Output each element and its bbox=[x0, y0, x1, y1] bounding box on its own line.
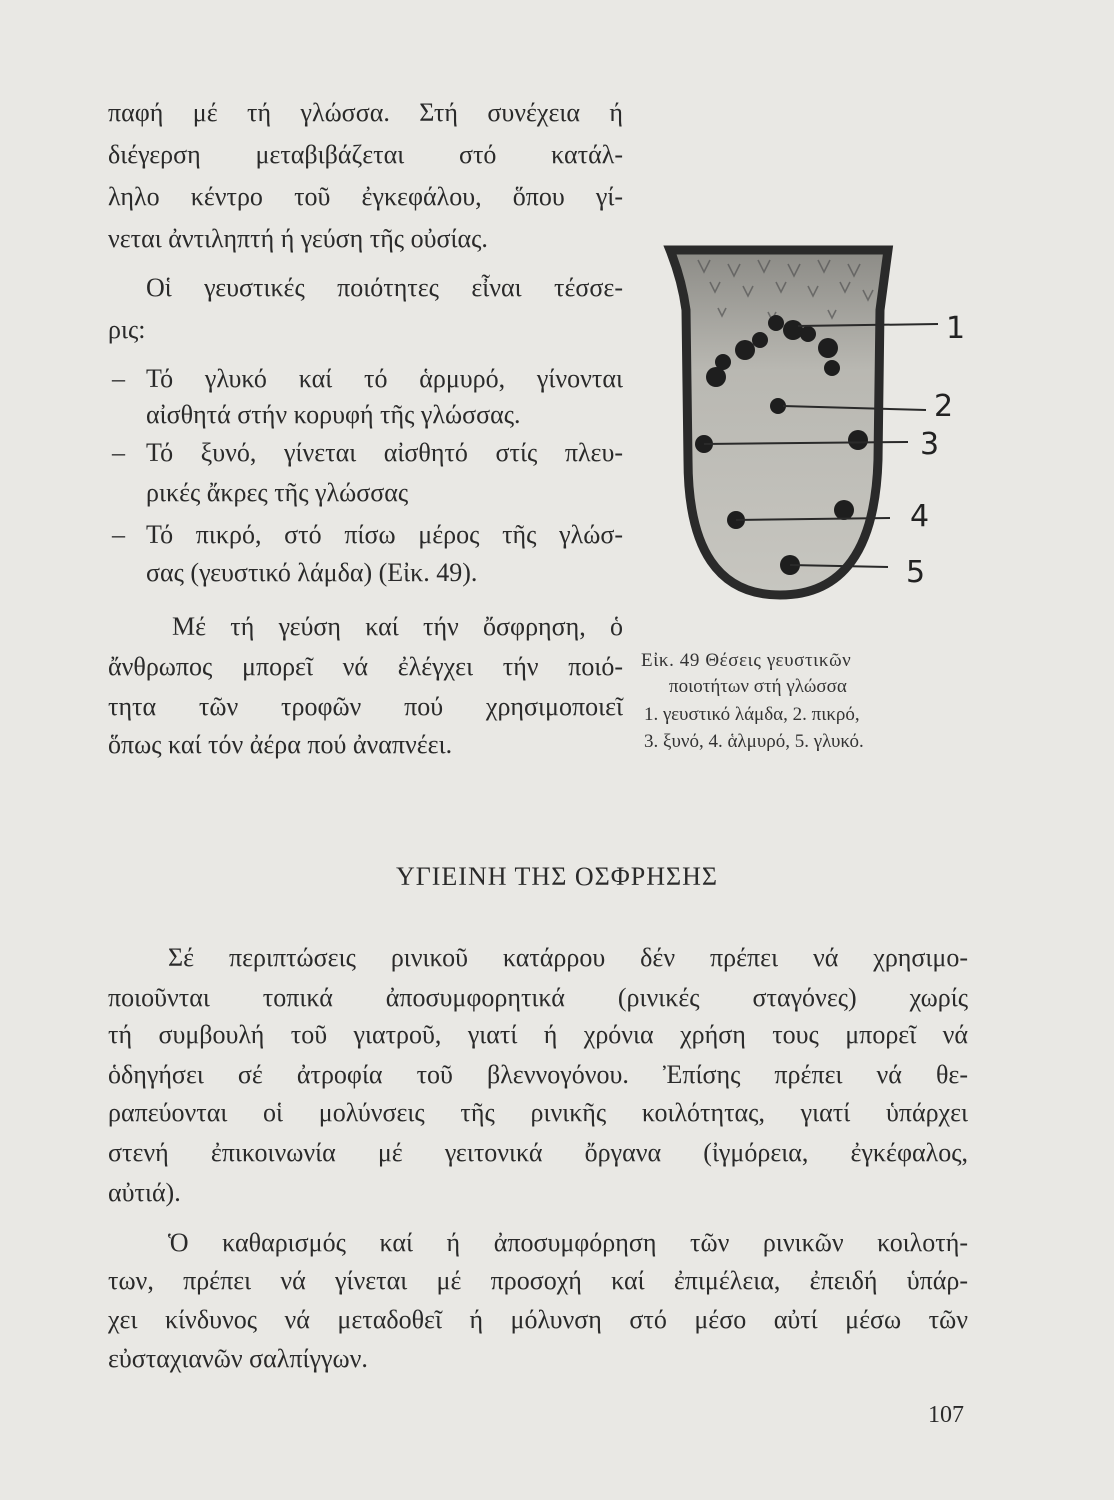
list-item-sweet-salty: Τό γλυκό καί τό ἁρμυρό, γίνονται bbox=[146, 364, 623, 393]
body-text-line: ὅπως καί τόν ἀέρα πού ἀναπνέει. bbox=[108, 730, 453, 759]
body-text-line: χει κίνδυνος νά μεταδοθεῖ ή μόλυνση στό μέσο αὐτί μέσω τῶν bbox=[108, 1305, 968, 1334]
figure-caption: ποιοτήτων στή γλώσσα bbox=[669, 676, 847, 697]
figure-label-4: 4 bbox=[910, 499, 930, 534]
list-item-bitter: σας (γευστικό λάμδα) (Εἰκ. 49). bbox=[146, 558, 478, 587]
body-text-line: τή συμβουλή τοῦ γιατροῦ, γιατί ή χρόνια χρήση τους μπορεῖ νά bbox=[108, 1020, 968, 1049]
body-text-line: τητα τῶν τροφῶν πού χρησιμοποιεῖ bbox=[108, 692, 623, 721]
figure-caption: 3. ξυνό, 4. ἁλμυρό, 5. γλυκό. bbox=[644, 731, 864, 752]
list-item-sweet-salty: αἰσθητά στήν κορυφή τῆς γλώσσας. bbox=[146, 400, 521, 429]
body-text-line: διέγερση μεταβιβάζεται στό κατάλ- bbox=[108, 140, 623, 169]
list-item-sour: ρικές ἄκρες τῆς γλώσσας bbox=[146, 478, 409, 507]
qualities-intro: ρις: bbox=[108, 315, 146, 344]
body-text-line: αὐτιά). bbox=[108, 1178, 181, 1207]
page-number: 107 bbox=[928, 1402, 964, 1428]
figure-caption: Εἰκ. 49 Θέσεις γευστικῶν bbox=[641, 650, 852, 671]
body-text-line: των, πρέπει νά γίνεται μέ προσοχή καί ἐπιμέλεια, ἐπειδή ὑπάρ- bbox=[108, 1266, 968, 1295]
body-text-line: Σέ περιπτώσεις ρινικοῦ κατάρρου δέν πρέπει νά χρησιμο- bbox=[168, 943, 968, 972]
section-heading: ΥΓΙΕΙΝΗ ΤΗΣ ΟΣΦΡΗΣΗΣ bbox=[395, 862, 719, 891]
figure-label-3: 3 bbox=[920, 427, 940, 462]
body-text-line: ἄνθρωπος μπορεῖ νά ἐλέγχει τήν ποιό- bbox=[108, 652, 623, 681]
tongue-outline bbox=[670, 250, 888, 595]
body-text-line: ποιοῦνται τοπικά ἀποσυμφορητικά (ρινικές σταγόνες) χωρίς bbox=[108, 983, 968, 1012]
body-text-line: Μέ τή γεύση καί τήν ὄσφρηση, ὁ bbox=[172, 612, 623, 641]
figure-label-1: 1 bbox=[946, 311, 966, 346]
body-text-line: στενή ἐπικοινωνία μέ γειτονικά ὄργανα (ἰγμόρεια, ἐγκέφαλος, bbox=[108, 1138, 968, 1167]
body-text-line: ληλο κέντρο τοῦ ἐγκεφάλου, ὅπου γί- bbox=[108, 182, 623, 211]
body-text-line: ὁδηγήσει σέ ἀτροφία τοῦ βλεννογόνου. Ἐπίσης πρέπει νά θε- bbox=[108, 1060, 968, 1089]
body-text-line: παφή μέ τή γλώσσα. Στή συνέχεια ή bbox=[108, 98, 623, 127]
list-item-sour: Τό ξυνό, γίνεται αἰσθητό στίς πλευ- bbox=[146, 438, 623, 467]
figure-caption: 1. γευστικό λάμδα, 2. πικρό, bbox=[644, 704, 860, 725]
list-dash: – bbox=[112, 438, 125, 467]
list-item-bitter: Τό πικρό, στό πίσω μέρος τῆς γλώσ- bbox=[146, 520, 623, 549]
list-dash: – bbox=[112, 520, 125, 549]
tongue-taste-zones-figure bbox=[648, 220, 978, 620]
figure-label-5: 5 bbox=[906, 555, 926, 590]
body-text-line: εὐσταχιανῶν σαλπίγγων. bbox=[108, 1344, 368, 1373]
list-dash: – bbox=[112, 364, 125, 393]
body-text-line: ραπεύονται οἱ μολύνσεις τῆς ρινικῆς κοιλότητας, γιατί ὑπάρχει bbox=[108, 1098, 968, 1127]
figure-label-2: 2 bbox=[934, 389, 954, 424]
body-text-line: νεται ἀντιληπτή ή γεύση τῆς οὐσίας. bbox=[108, 224, 488, 253]
qualities-intro: Οἱ γευστικές ποιότητες εἶναι τέσσε- bbox=[146, 273, 623, 302]
body-text-line: Ὁ καθαρισμός καί ή ἀποσυμφόρηση τῶν ρινικῶν κοιλοτή- bbox=[168, 1228, 968, 1257]
